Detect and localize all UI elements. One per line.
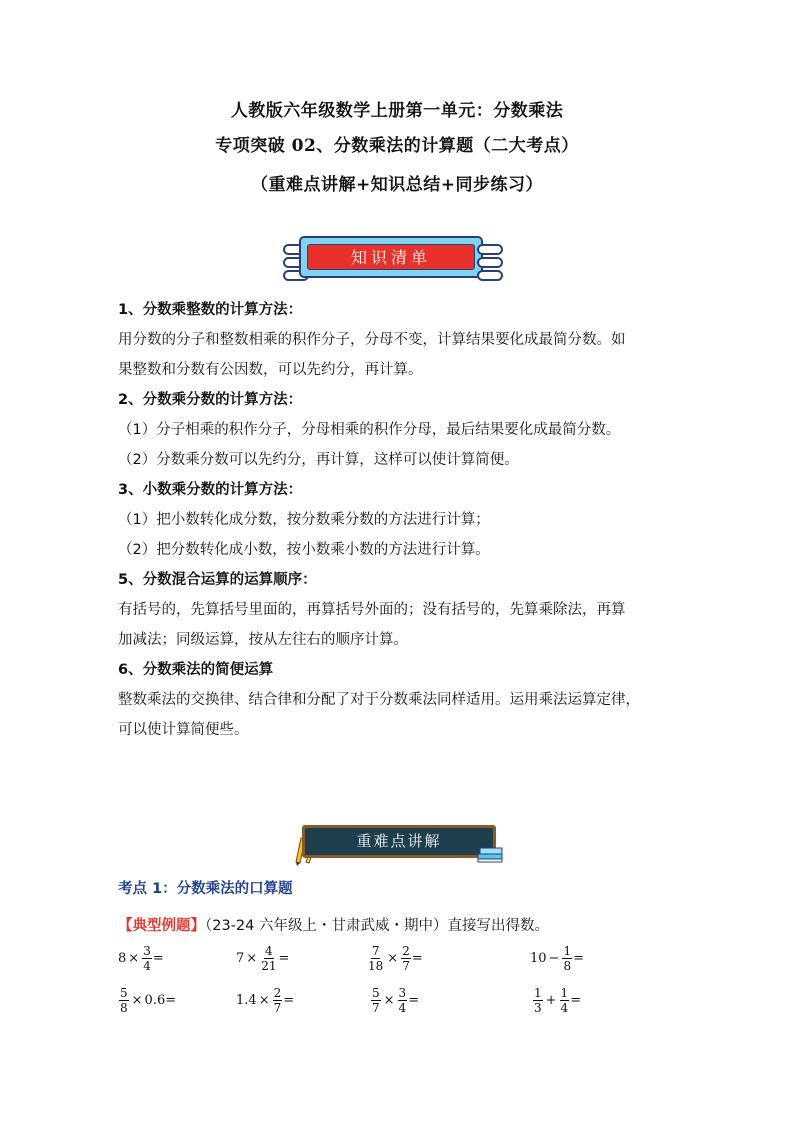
- operand: 8: [118, 951, 127, 966]
- paragraph-6b: 可以使计算简便些。: [118, 722, 249, 738]
- heading-5: 5、分数混合运算的运算顺序：: [118, 572, 317, 588]
- fraction: $\frac{3}{4}$: [143, 944, 151, 973]
- problem-6: [236, 986, 294, 1015]
- paragraph-5a: 有括号的，先算括号里面的，再算括号外面的；没有括号的，先算乘除法，再算: [118, 602, 626, 618]
- fraction: $\frac{2}{7}$: [273, 986, 282, 1015]
- heading-2: 2、分数乘分数的计算方法：: [118, 392, 303, 408]
- books-icon: [476, 844, 504, 864]
- equals-sign: =: [278, 951, 290, 966]
- knowledge-section: [118, 295, 683, 745]
- kaodian-1-title: 考点 1：分数乘法的口算题: [118, 881, 293, 897]
- operand: 10: [530, 951, 547, 966]
- heading-3: 3、小数乘分数的计算方法：: [118, 482, 303, 498]
- paragraph-3b: （2）把分数转化成小数，按小数乘小数的方法进行计算。: [118, 542, 490, 558]
- key-points-banner: [292, 822, 502, 868]
- operator: ×: [383, 993, 395, 1008]
- operator: +: [545, 993, 557, 1008]
- title-line-3: （重难点讲解+知识总结+同步练习）: [251, 175, 543, 195]
- title-line-2: 专项突破 02、分数乘法的计算题（二大考点）: [215, 136, 579, 156]
- fraction: $\frac{1}{3}$: [534, 986, 542, 1015]
- problem-1: [118, 944, 164, 973]
- equals-sign: =: [573, 951, 584, 966]
- fraction: $\frac{5}{7}$: [372, 986, 380, 1015]
- operator: −: [548, 951, 560, 966]
- paragraph-5b: 加减法；同级运算，按从左往右的顺序计算。: [118, 632, 408, 648]
- operand: 1.4: [236, 993, 257, 1008]
- operator: ×: [246, 951, 258, 966]
- binder-rings-icon: [477, 244, 503, 272]
- paragraph-1b: 果整数和分数有公因数，可以先约分，再计算。: [118, 362, 423, 378]
- fraction: $\frac{1}{8}$: [563, 944, 572, 973]
- fraction: $\frac{5}{8}$: [120, 986, 128, 1015]
- operator: ×: [258, 993, 270, 1008]
- problem-7: [370, 986, 419, 1015]
- paragraph-2a: （1）分子相乘的积作分子，分母相乘的积作分母，最后结果要化成最简分数。: [118, 422, 621, 438]
- paragraph-3a: （1）把小数转化成分数，按分数乘分数的方法进行计算；: [118, 512, 490, 528]
- paragraph-1a: 用分数的分子和整数相乘的积作分子，分母不变，计算结果要化成最简分数。如: [118, 332, 626, 348]
- operand: 7: [236, 951, 245, 966]
- knowledge-list-label: 知识清单: [307, 244, 475, 270]
- equals-sign: =: [165, 993, 177, 1008]
- fraction: $\frac{7}{18}$: [368, 944, 384, 973]
- heading-6: 6、分数乘法的简便运算: [118, 662, 274, 678]
- equals-sign: =: [570, 993, 582, 1008]
- example-prompt: [118, 914, 549, 935]
- fraction: $\frac{3}{4}$: [398, 986, 407, 1015]
- knowledge-list-banner: [283, 236, 503, 282]
- fraction: $\frac{4}{21}$: [261, 944, 277, 973]
- example-text: （23-24 六年级上・甘肃武威・期中）直接写出得数。: [205, 918, 549, 934]
- fraction: $\frac{1}{4}$: [560, 986, 569, 1015]
- heading-1: 1、分数乘整数的计算方法：: [118, 302, 303, 318]
- problem-3: [366, 944, 423, 973]
- problem-8: [532, 986, 581, 1015]
- problem-5: [118, 986, 176, 1015]
- paragraph-6a: 整数乘法的交换律、结合律和分配了对于分数乘法同样适用。运用乘法运算定律，: [118, 692, 640, 708]
- equals-sign: =: [152, 951, 164, 966]
- operator: ×: [128, 951, 140, 966]
- operator: ×: [131, 993, 143, 1008]
- key-points-label: 重难点讲解: [302, 825, 496, 858]
- paragraph-2b: （2）分数乘分数可以先约分，再计算，这样可以使计算简便。: [118, 452, 519, 468]
- equals-sign: =: [408, 993, 420, 1008]
- equals-sign: =: [283, 993, 295, 1008]
- fraction: $\frac{2}{7}$: [402, 944, 410, 973]
- operand: 0.6: [144, 993, 166, 1008]
- problem-2: [236, 944, 289, 973]
- equals-sign: =: [411, 951, 423, 966]
- problem-4: [530, 944, 584, 973]
- example-tag: 【典型例题】: [118, 918, 205, 934]
- title-line-1: 人教版六年级数学上册第一单元：分数乘法: [230, 101, 564, 121]
- operator: ×: [387, 951, 399, 966]
